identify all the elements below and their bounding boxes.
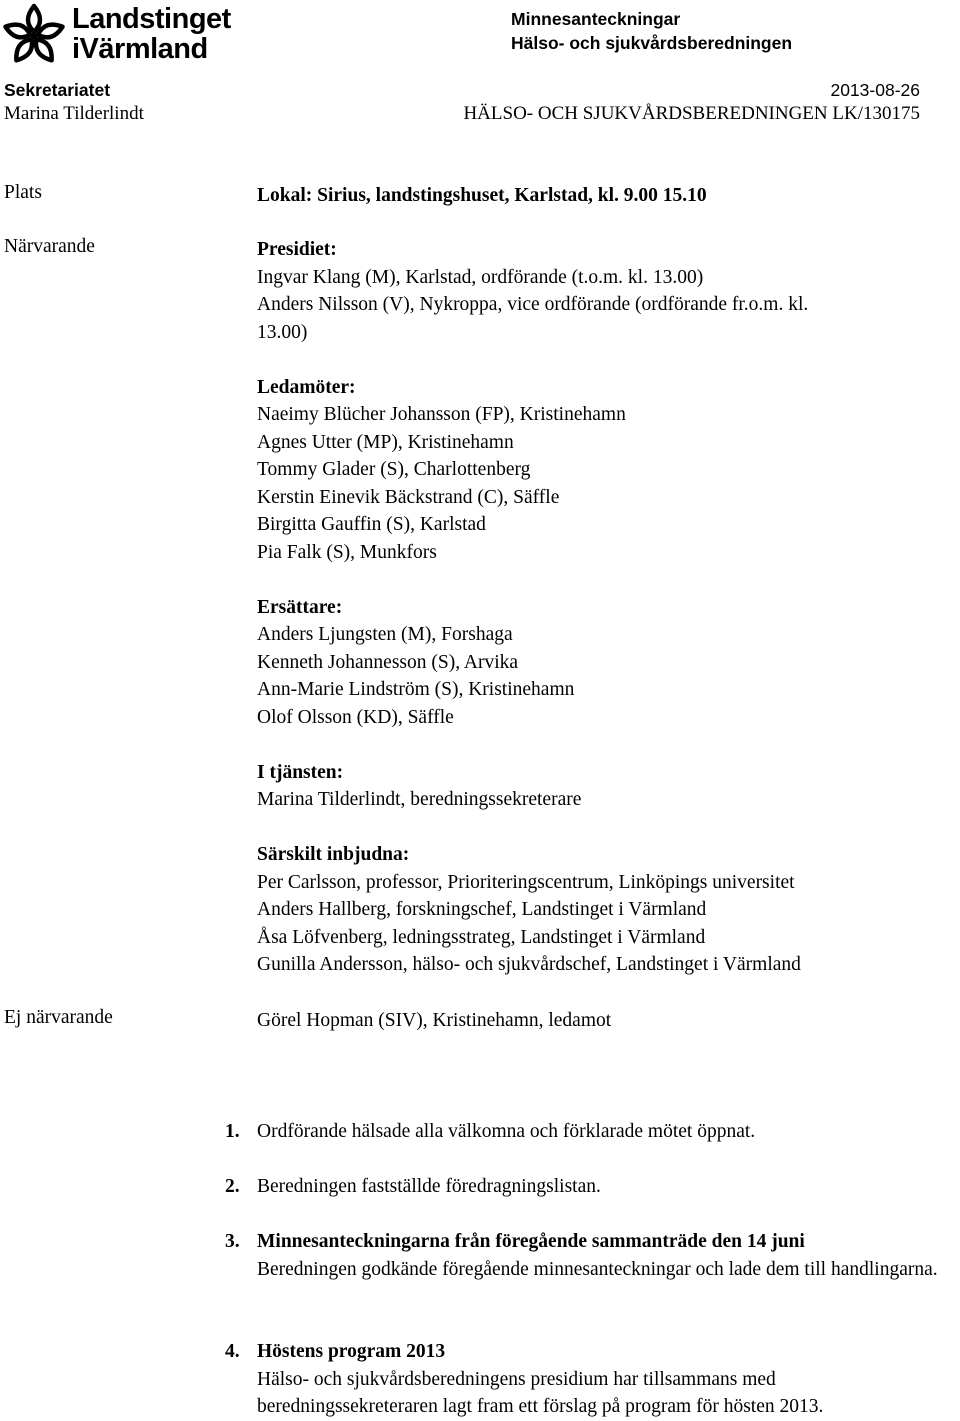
list-item: Anders Nilsson (V), Nykroppa, vice ordförande (ordförande fr.o.m. kl. 13.00) xyxy=(257,294,809,343)
committee-name: Hälso- och sjukvårdsberedningen xyxy=(511,33,793,53)
list-item: Kenneth Johannesson (S), Arvika xyxy=(257,651,519,673)
document-type: Minnesanteckningar xyxy=(511,9,681,29)
list-item: Kerstin Einevik Bäckstrand (C), Säffle xyxy=(257,486,560,508)
list-item: Per Carlsson, professor, Prioriteringscentrum, Linköpings universitet xyxy=(257,871,795,893)
list-item: Ingvar Klang (M), Karlstad, ordförande (t.o.m. kl. 13.00) xyxy=(257,266,704,288)
list-item: Naeimy Blücher Johansson (FP), Kristinehamn xyxy=(257,404,626,425)
agenda-list xyxy=(225,1118,945,1418)
list-item: Birgitta Gauffin (S), Karlstad xyxy=(257,514,486,535)
agenda-number: 3. xyxy=(225,1231,240,1252)
agenda-number: 1. xyxy=(225,1121,240,1142)
list-item: Marina Tilderlindt, beredningssekreterare xyxy=(257,789,582,810)
reference-number: HÄLSO- OCH SJUKVÅRDSBEREDNINGEN LK/130175 xyxy=(463,103,920,124)
document-date: 2013-08-26 xyxy=(830,80,920,100)
author: Marina Tilderlindt xyxy=(4,103,144,124)
list-item: Ann-Marie Lindström (S), Kristinehamn xyxy=(257,679,575,700)
present-list xyxy=(257,236,947,979)
list-item: Gunilla Andersson, hälso- och sjukvårdschef, Landstinget i Värmland xyxy=(257,954,801,975)
place-label: Plats xyxy=(4,182,42,203)
list-item: Agnes Utter (MP), Kristinehamn xyxy=(257,431,514,453)
absent-label: Ej närvarande xyxy=(4,1007,113,1028)
agenda-body: Beredningen godkände föregående minnesanteckningar och lade dem till handlingarna. xyxy=(257,1258,938,1280)
presidium-heading: Presidiet: xyxy=(257,239,337,260)
absent-value: Görel Hopman (SIV), Kristinehamn, ledamot xyxy=(257,1010,612,1031)
agenda-text: Ordförande hälsade alla välkomna och förklarade mötet öppnat. xyxy=(257,1121,756,1142)
agenda-number: 4. xyxy=(225,1341,240,1362)
landstinget-logo: Landstinget iVärmland xyxy=(2,2,234,66)
list-item: Åsa Löfvenberg, ledningsstrateg, Landstinget i Värmland xyxy=(257,926,706,948)
list-item: Anders Ljungsten (M), Forshaga xyxy=(257,624,513,645)
agenda-number: 2. xyxy=(225,1176,240,1197)
invited-heading: Särskilt inbjudna: xyxy=(257,844,410,865)
list-item: Pia Falk (S), Munkfors xyxy=(257,541,437,563)
place-value: Lokal: Sirius, landstingshuset, Karlstad, kl. 9.00 15.10 xyxy=(257,185,707,206)
list-item: Olof Olsson (KD), Säffle xyxy=(257,706,454,728)
department: Sekretariatet xyxy=(4,80,111,100)
members-heading: Ledamöter: xyxy=(257,376,356,398)
agenda-title: Minnesanteckningarna från föregående sammanträde den 14 juni xyxy=(257,1231,805,1252)
present-label: Närvarande xyxy=(4,236,95,257)
list-item: Anders Hallberg, forskningschef, Landstinget i Värmland xyxy=(257,899,707,920)
flower-logo-icon xyxy=(2,2,66,66)
agenda-body: Hälso- och sjukvårdsberedningens presidium har tillsammans med beredningssekreteraren lagt fram ett förslag på program för hösten 2013. xyxy=(257,1368,824,1417)
list-item: Tommy Glader (S), Charlottenberg xyxy=(257,459,531,480)
agenda-text: Beredningen fastställde föredragningslistan. xyxy=(257,1176,601,1197)
service-heading: I tjänsten: xyxy=(257,761,344,783)
substitutes-heading: Ersättare: xyxy=(257,596,343,618)
agenda-title: Höstens program 2013 xyxy=(257,1341,446,1362)
